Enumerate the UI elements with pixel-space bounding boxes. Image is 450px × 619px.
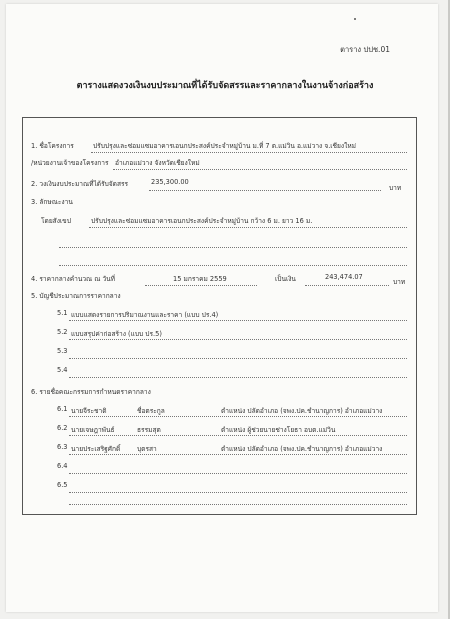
committee-member-line (69, 504, 407, 505)
committee-member-num: 6.3 (57, 443, 68, 451)
reference-item-num: 5.4 (57, 366, 68, 374)
median-amount-line (305, 285, 389, 286)
reference-item-text: แบบแสดงรายการปริมาณงานและราคา (แบบ ปร.4) (71, 311, 219, 319)
reference-item-line (69, 339, 407, 340)
reference-item-num: 5.2 (57, 328, 68, 336)
committee-member-first: นายจีระชาติ (71, 407, 107, 415)
nature-sub-label: โดยสังเขป (41, 217, 71, 225)
reference-item-num: 5.1 (57, 309, 68, 317)
budget-value: 235,300.00 (151, 178, 189, 186)
committee-label: 6. รายชื่อคณะกรรมการกำหนดราคากลาง (31, 388, 151, 396)
project-line (91, 152, 407, 153)
project-value: ปรับปรุงและซ่อมแซมอาคารเอนกประสงค์ประจำหมู่บ้าน ม.ที่ 7 ต.แม่วิน อ.แม่วาง จ.เชียงใหม่ (93, 142, 357, 150)
committee-member-num: 6.4 (57, 462, 68, 470)
nature-label: 3. ลักษณะงาน (31, 198, 73, 206)
reference-item-line (69, 358, 407, 359)
nature-value: ปรับปรุงและซ่อมแซมอาคารเอนกประสงค์ประจำหมู่บ้าน กว้าง 6 ม. ยาว 16 ม. (91, 217, 313, 225)
project-label: 1. ชื่อโครงการ (31, 142, 74, 150)
scan-speck (354, 18, 356, 20)
committee-member-line (69, 473, 407, 474)
committee-member-first: นายประเสริฐศักดิ์ (71, 445, 121, 453)
median-price-label: 4. ราคากลางคำนวณ ณ วันที่ (31, 275, 116, 283)
form-code: ตาราง ปปช.01 (340, 45, 390, 54)
budget-label: 2. วงเงินงบประมาณที่ได้รับจัดสรร (31, 180, 129, 188)
committee-member-num: 6.1 (57, 405, 68, 413)
median-unit: บาท (393, 278, 406, 286)
committee-member-first: นายเจษฎาพันธ์ (71, 426, 115, 434)
owner-line (113, 169, 407, 170)
median-date: 15 มกราคม 2559 (173, 275, 227, 283)
committee-member-position: ตำแหน่ง ปลัดอำเภอ (จพง.ปค.ชำนาญการ) อำเภอแม่วาง (221, 407, 383, 415)
committee-member-last: ธรรมสุต (137, 426, 161, 434)
references-label: 5. บัญชีประมาณการราคากลาง (31, 292, 121, 300)
owner-value: อำเภอแม่วาง จังหวัดเชียงใหม่ (115, 159, 200, 167)
median-amount-label: เป็นเงิน (275, 275, 296, 283)
committee-member-line (69, 454, 407, 455)
reference-item-text: แบบสรุปค่าก่อสร้าง (แบบ ปร.5) (71, 330, 162, 338)
committee-member-position: ตำแหน่ง ผู้ช่วยนายช่างโยธา อบต.แม่วิน (221, 426, 336, 434)
committee-member-last: ชื่อตระกูล (137, 407, 165, 415)
reference-item-line (69, 320, 407, 321)
committee-member-line (69, 492, 407, 493)
committee-member-num: 6.5 (57, 481, 68, 489)
nature-line-1 (89, 227, 407, 228)
committee-member-position: ตำแหน่ง ปลัดอำเภอ (จพง.ปค.ชำนาญการ) อำเภอแม่วาง (221, 445, 383, 453)
committee-member-line (69, 435, 407, 436)
committee-member-line (69, 416, 407, 417)
median-amount: 243,474.07 (325, 273, 363, 281)
committee-member-num: 6.2 (57, 424, 68, 432)
page-title: ตารางแสดงวงเงินงบประมาณที่ได้รับจัดสรรและราคากลางในงานจ้างก่อสร้าง (76, 81, 374, 91)
reference-item-line (69, 377, 407, 378)
median-date-line (145, 285, 257, 286)
reference-item-num: 5.3 (57, 347, 68, 355)
budget-unit: บาท (389, 184, 402, 192)
form-box (22, 117, 417, 515)
budget-line (149, 190, 381, 191)
nature-line-2 (59, 247, 407, 248)
owner-label: /หน่วยงานเจ้าของโครงการ (31, 159, 109, 167)
nature-line-3 (59, 265, 407, 266)
committee-member-last: บุตรสา (137, 445, 157, 453)
